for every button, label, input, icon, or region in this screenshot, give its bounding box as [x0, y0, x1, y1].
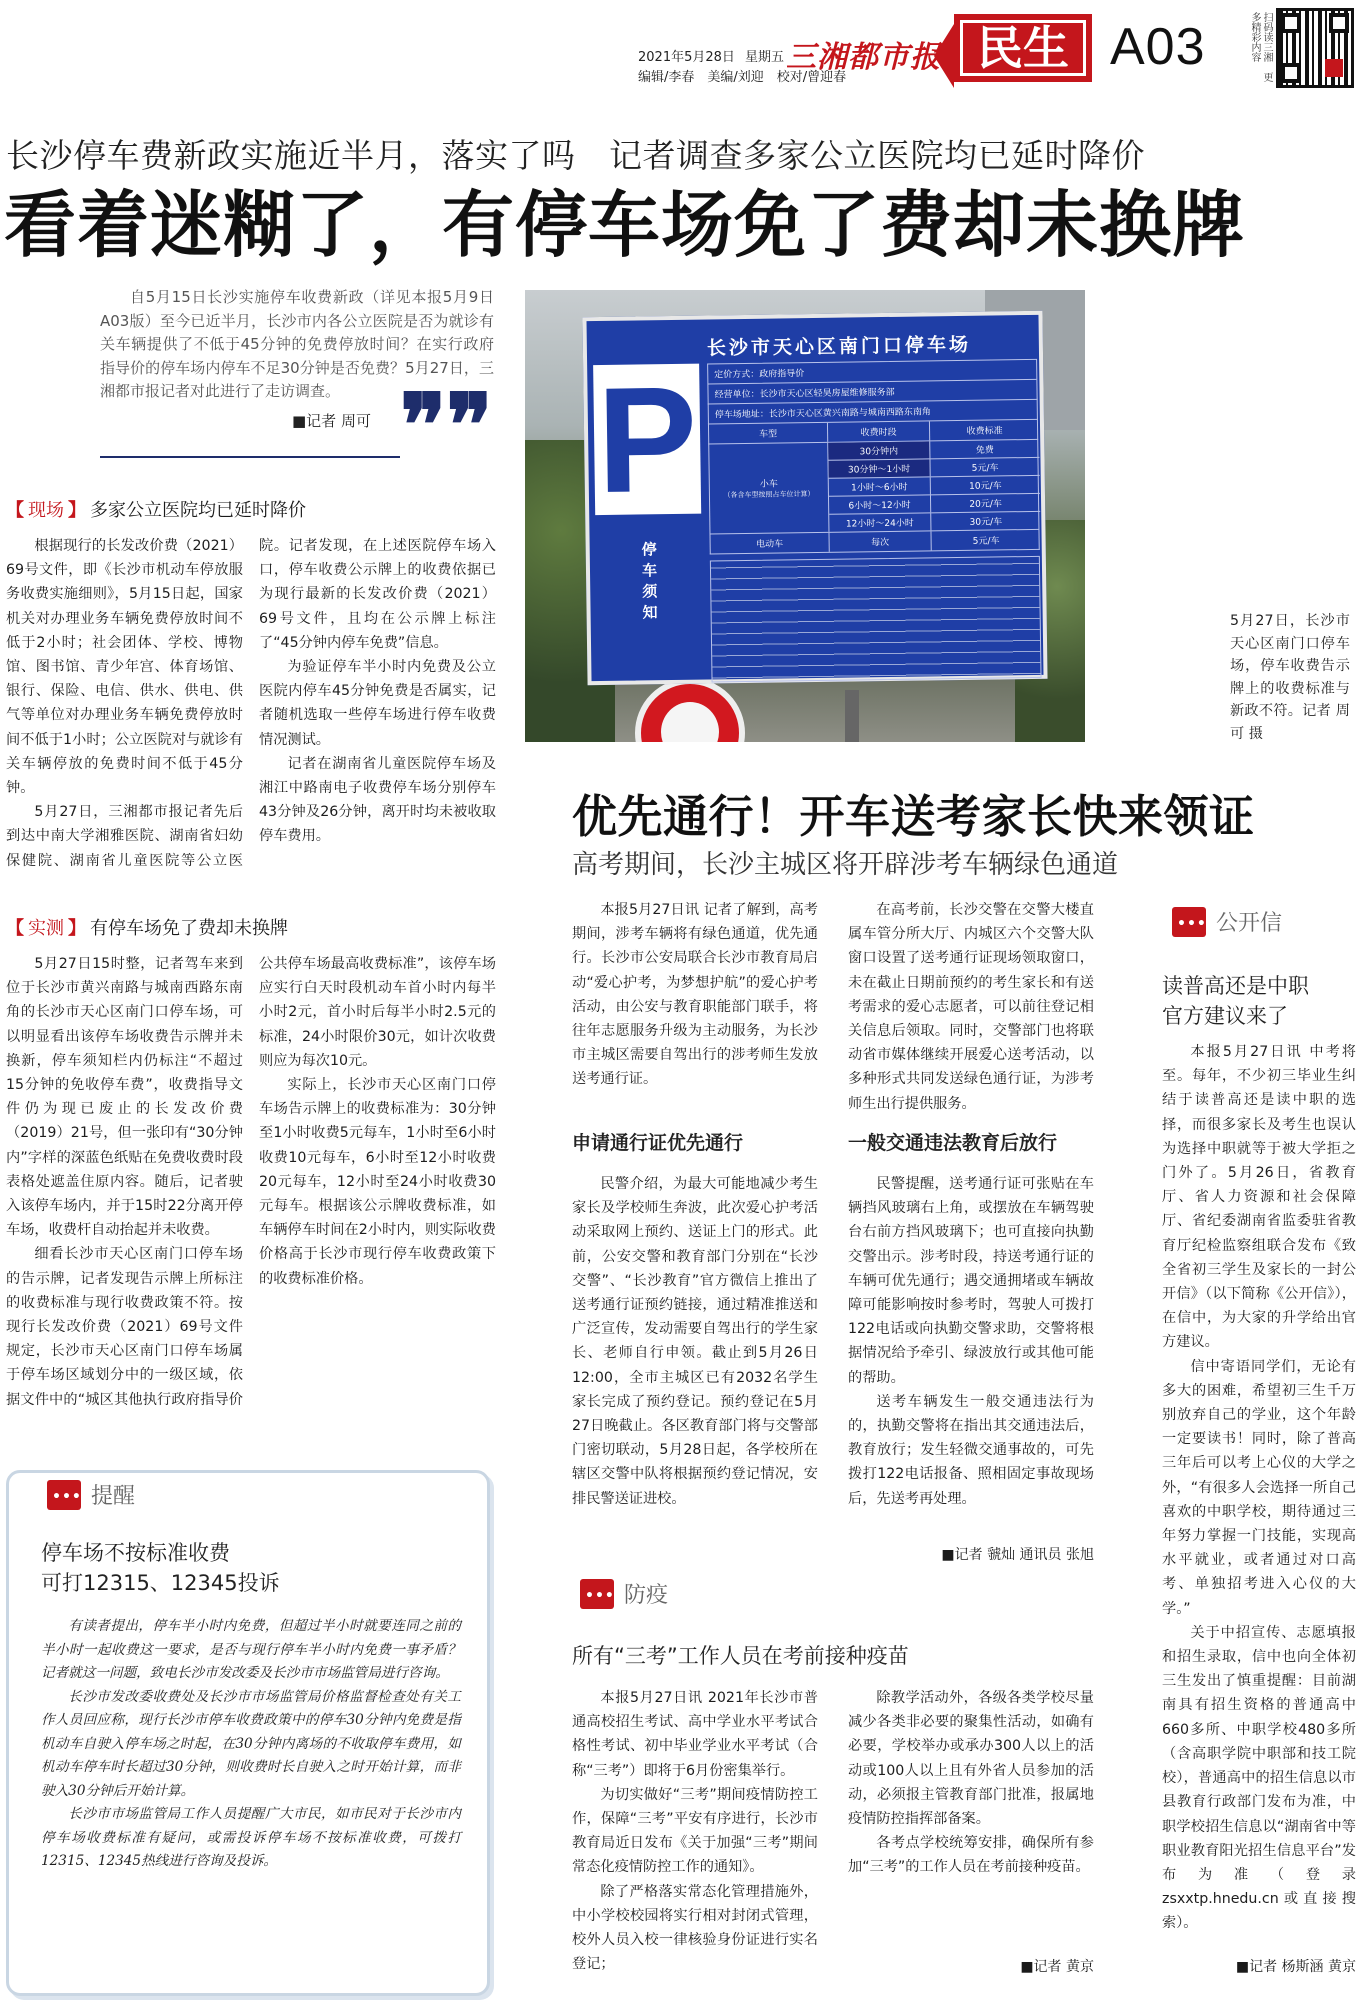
lead-headline: 看着迷糊了，有停车场免了费却未换牌	[4, 183, 1246, 267]
reminder-title-1: 停车场不按标准收费	[41, 1541, 230, 1565]
lead-kicker: 长沙停车费新政实施近半月，落实了吗 记者调查多家公立医院均已延时降价	[6, 136, 1145, 175]
sign-row: 停车场地址：长沙市天心区黄兴南路与城南西路东南角	[708, 400, 1038, 425]
letter-para: 信中寄语同学们，无论有多大的困难，希望初三生千万别放弃自己的学业，这个年龄一定要读书！同时，除了普高三年后可以考上心仪的大学之外，“有很多人会选择一所自己喜欢的中职学校，期待通过三年努力掌握一门技能，实现高水平就业，或者通过对口高考、单独招考进入心仪的大学。”	[1162, 1358, 1356, 1617]
letter-title-1: 读普高还是中职	[1162, 974, 1309, 998]
exam-byline: ■记者 虢灿 通讯员 张旭	[941, 1547, 1094, 1563]
exam-para: 本报5月27日讯 记者了解到，高考期间，涉考车辆将有绿色通道，优先通行。长沙市公安局联合长沙市教育局启动“爱心护考，为梦想护航”的爱心护考活动，由公安与教育职能部门联手，将往年志愿服务升级为主动服务，为长沙市主城区需要自驾出行的涉考师生发放送考通行证。	[572, 902, 818, 1088]
lead-intro-text: 自5月15日长沙实施停车收费新政（详见本报5月9日A03版）至今已近半月，长沙市内各公立医院是否为就诊有关车辆提供了不低于45分钟的免费停放时间？在实行政府指导价的停车场内停车不足30分钟是否免费？5月27日，三湘都市报记者对此进行了走访调查。	[100, 288, 494, 400]
intro-rule	[100, 456, 400, 458]
sec2-para: 实际上，长沙市天心区南门口停车场告示牌上的收费标准为：30分钟至1小时收费5元每车，1小时至6小时收费10元每车，6小时至12小时收费20元每车，12小时至24小时收费30元每车。根据该公示牌收费标准，如车辆停车时间在2小时内，则实际收费价格高于长沙市现行停车收费政策下的收费标准价格。	[259, 1077, 496, 1287]
exam-para: 民警介绍，为最大可能地减少考生家长及学校师生奔波，此次爱心护考活动采取网上预约、送证上门的形式。此前，公安交警和教育部门分别在“长沙交警”、“长沙教育”官方微信上推出了送考通行证预约链接，通过精准推送和广泛宣传，发动需要自驾出行的学生家长、老师自行申领。截止到5月26日12:00，全市主城区已有2032名学生家长完成了预约登记。预约登记在5月27日晚截止。各区教育部门将与交警部门密切联动，5月28日起，各学校所在辖区交警中队将根据预约登记情况，安排民警送证进校。	[572, 1176, 818, 1507]
exam-para: 送考车辆发生一般交通违法行为的，执勤交警将在指出其交通违法后，教育放行；发生轻微交通事故的，可先拨打122电话报备、照相固定事故现场后，先送考再处理。	[848, 1393, 1094, 1507]
sec2-body	[6, 952, 496, 1414]
sec2-para: 5月27日15时整，记者驾车来到位于长沙市黄兴南路与城南西路东南角的长沙市天心区南门口停车场，可以明显看出该停车场收费告示牌并未换新，停车须知栏内仍标注“不超过15分钟的免收停车费”，收费指导文件仍为现已废止的长发改价费（2019）21号，但一张印有“30分钟内”字样的深蓝色纸贴在免费收费时段表格处遮盖住原内容。随后，记者驶入该停车场内，并于15时22分离开停车场，收费杆自动抬起并未收费。	[6, 956, 243, 1239]
exam-para: 民警提醒，送考通行证可张贴在车辆挡风玻璃右上角，或摆放在车辆驾驶台右前方挡风玻璃下；也可直接向执勤交警出示。涉考时段，持送考通行证的车辆可优先通行；遇交通拥堵或车辆故障可能影响按时参考时，驾驶人可拨打122电话或向执勤交警求助，交警将根据情况给予牵引、绿波放行或其他可能的帮助。	[848, 1176, 1094, 1386]
epidemic-para: 各考点学校统筹安排，确保所有参加“三考”的工作人员在考前接种疫苗。	[848, 1835, 1094, 1876]
reminder-para: 有读者提出，停车半小时内免费，但超过半小时就要连同之前的半小时一起收费这一要求，是否与现行停车半小时内免费一事矛盾？记者就这一问题，致电长沙市发改委及长沙市市场监管局进行咨询。	[41, 1618, 461, 1681]
sign-period: 30分钟内	[828, 441, 929, 459]
sign-row: 定价方式：政府指导价	[707, 359, 1037, 385]
exam-sub2: 一般交通违法教育后放行	[848, 1132, 1058, 1154]
sec1-para: 根据现行的长发改价费（2021）69号文件，即《长沙市机动车停放服务收费实施细则》，5月15日起，国家机关对办理业务车辆免费停放时间不低于2小时；社会团体、学校、博物馆、图书馆、青少年宫、体育场馆、银行、保险、电信、供水、供电、供气等单位对办理业务车辆免费停放时间不低于1小时；公立医院对与就诊有关车辆停放的免费时间不低于45分钟。	[6, 538, 243, 797]
sec1-para: 5月27日，三湘都市报记者先后到达中南大学湘雅医院、湖南省妇幼保健院、湖南省儿童医院等公立医院。记者发现，在上述医院停车场入口，停车收费公示牌上的收费依据已为现行最新的长发改价费（2021）69号文件，且均在公示牌上标注了“45分钟内停车免费”信息。	[6, 538, 496, 869]
sign-price: 5元/车	[930, 457, 1039, 477]
reminder-label	[47, 1479, 135, 1510]
epidemic-col2	[848, 1686, 1094, 1880]
epidemic-tag: 防疫	[624, 1583, 669, 1608]
reminder-tag: 提醒	[91, 1484, 136, 1509]
qr-caption: 扫码读三湘 更多精彩内容	[1249, 12, 1272, 82]
reminder-body	[41, 1615, 461, 1874]
sign-table-head: 收费标准	[929, 420, 1039, 441]
dot-box-icon: •••	[580, 1579, 614, 1609]
sec1-label: 【 现场 】 多家公立医院均已延时降价	[6, 496, 306, 522]
sec1-body	[6, 534, 496, 874]
sign-period: 30分钟～1小时	[828, 458, 929, 477]
epidemic-byline: ■记者 黄京	[1020, 1959, 1094, 1975]
photo-caption: 5月27日，长沙市天心区南门口停车场，停车收费告示牌上的收费标准与新政不符。记者 周可 摄	[1230, 613, 1350, 742]
exam-sub1-body	[572, 1172, 818, 1511]
section-arrow-decoration	[934, 24, 954, 88]
letter-label	[1172, 906, 1282, 937]
letter-para: 关于中招宣传、志愿填报和招生录取，信中也向全体初三生发出了慎重提醒：目前湖南具有招生资格的普通高中660多所、中职学校480多所（含高职学院中职部和技工院校），普通高中的招生信息以市县教育行政部门发布为准，中职学校招生信息以“湖南省中等职业教育阳光招生信息平台”发布为准（登录zsxxtp.hnedu.cn或直接搜索）。	[1162, 1624, 1356, 1932]
exam-body-col2	[848, 898, 1094, 1116]
letter-byline: ■记者 杨斯涵 黄京	[1235, 1959, 1356, 1975]
epidemic-para: 除教学活动外，各级各类学校尽量减少各类非必要的聚集性活动，如确有必要，学校举办或承办300人以上的活动或100人以上且有外省人员参加的活动，必须报主管教育部门批准，报属地疫情防控指挥部备案。	[848, 1690, 1094, 1828]
sign-period: 6小时～12小时	[829, 494, 930, 513]
sign-price: 免费	[975, 445, 994, 456]
reminder-para: 长沙市市场监管局工作人员提醒广大市民，如市民对于长沙市内停车场收费标准有疑问，或需投诉停车场不按标准收费，可拨打12315、12345热线进行咨询及投诉。	[41, 1806, 461, 1869]
sign-row: 经营单位：长沙市天心区轻昊房屋维修服务部	[707, 380, 1037, 405]
sec1-para: 记者在湖南省儿童医院停车场及湘江中路南电子收费停车场分别停车43分钟及26分钟，离开时均未被收取停车费用。	[259, 755, 496, 845]
page-number: A03	[1110, 18, 1206, 76]
reminder-title-2: 可打12315、12345投诉	[41, 1571, 280, 1595]
quote-mark-icon: ❞❞	[400, 378, 493, 474]
epidemic-label	[580, 1578, 668, 1609]
sign-board	[582, 311, 1047, 685]
letter-tag: 公开信	[1216, 911, 1283, 936]
sign-notice-label: 停车须知	[639, 541, 659, 626]
sign-price: 30元/车	[931, 511, 1040, 531]
sec2-para: 细看长沙市天心区南门口停车场的告示牌，记者发现告示牌上所标注的收费标准与现行收费政策不符。按现行长发改价费（2021）69号文件规定，长沙市天心区南门口停车场属于停车场区域划分中的一级区域，依据文件中的“城区其他执行政府指导价公共停车场最高收费标准”，该停车场应实行白天时段机动车首小时内每半小时2元，首小时后每半小时2.5元的标准，24小时限价30元，如计次收费则应为每次10元。	[6, 956, 496, 1408]
sign-p-letter: P	[595, 354, 699, 525]
dot-box-icon: •••	[1172, 907, 1206, 937]
exam-headline: 优先通行！开车送考家长快来领证	[572, 790, 1255, 843]
sign-ev-price: 5元/车	[930, 530, 1040, 551]
paper-name-logo: 三湘都市报	[786, 40, 941, 75]
exam-sub2-body	[848, 1172, 1094, 1511]
issue-date-line	[638, 46, 784, 65]
sec1-tag: 现场	[28, 500, 64, 521]
letter-para: 本报5月27日讯 中考将至。每年，不少初三毕业生纠结于读普高还是读中职的选择，而很多家长及考生也误认为选择中职就等于被大学拒之门外了。5月26日，省教育厅、省人力资源和社会保障厅、省纪委湖南省监委驻省教育厅纪检监察组联合发布《致全省初三学生及家长的一封公开信》（以下简称《公开信》），在信中，为大家的升学给出官方建议。	[1162, 1044, 1356, 1351]
sign-title: 长沙市天心区南门口停车场	[706, 333, 972, 360]
sec2-title: 有停车场免了费却未换牌	[90, 918, 288, 939]
dot-box-icon: •••	[47, 1480, 81, 1510]
issue-weekday: 星期五	[745, 50, 785, 65]
photo-parking-sign	[525, 290, 1085, 742]
sign-notice-lines	[710, 556, 1042, 683]
issue-date: 2021年5月28日	[638, 50, 735, 65]
exam-para: 在高考前，长沙交警在交警大楼直属车管分所大厅、内城区六个交警大队窗口设置了送考通行证现场领取窗口，未在截止日期前预约的考生家长和有送考需求的爱心志愿者，可以前往登记相关信息后领取。同时，交警部门也将联动省市媒体继续开展爱心送考活动，以多种形式共同发送绿色通行证，为涉考师生出行提供服务。	[848, 902, 1094, 1112]
exam-subheadline: 高考期间，长沙主城区将开辟涉考车辆绿色通道	[572, 850, 1119, 880]
letter-body	[1162, 1040, 1356, 1936]
sign-table-head: 收费时段	[827, 421, 929, 441]
sec1-title: 多家公立医院均已延时降价	[90, 500, 306, 521]
masthead	[0, 0, 1364, 96]
sec2-tag: 实测	[28, 918, 64, 939]
sign-vehicle: 小车	[759, 479, 778, 490]
reminder-para: 长沙市发改委收费处及长沙市市场监管局价格监督检查处有关工作人员回应称，现行长沙市停车收费政策中的停车30分钟内免费是指机动车自驶入停车场之时起，在30分钟内离场的不收取停车费用，如机动车停车时长超过30分钟，则收费时长自驶入之时开始计算，而非驶入30分钟后开始计算。	[41, 1688, 461, 1799]
sign-ev-label: 电动车	[756, 539, 784, 550]
sign-table-head: 车型	[759, 429, 778, 440]
lead-intro-byline: ■记者 周可	[292, 412, 371, 430]
section-box	[954, 14, 1092, 82]
sign-period: 1小时～6小时	[829, 476, 930, 495]
sign-period: 12小时～24小时	[829, 512, 930, 531]
letter-title-2: 官方建议来了	[1162, 1004, 1288, 1028]
section-name: 民生	[977, 21, 1069, 75]
epidemic-para: 除了严格落实常态化管理措施外，中小学校校园将实行相对封闭式管理，校外人员入校一律核验身份证进行实名登记；	[572, 1883, 818, 1973]
epidemic-title: 所有“三考”工作人员在考前接种疫苗	[572, 1644, 909, 1668]
sign-price: 20元/车	[931, 493, 1040, 513]
epidemic-para: 为切实做好“三考”期间疫情防控工作，保障“三考”平安有序进行，长沙市教育局近日发布《关于加强“三考”期间常态化疫情防控工作的通知》。	[572, 1786, 818, 1876]
sec1-para: 为验证停车半小时内免费及公立医院内停车45分钟免费是否属实，记者随机选取一些停车场进行停车收费情况测试。	[259, 659, 496, 748]
editors-line: 编辑/李春 美编/刘迎 校对/曾迎春	[638, 70, 847, 85]
exam-body-col1	[572, 898, 818, 1092]
sign-ev-period: 每次	[828, 531, 930, 551]
qr-code-icon[interactable]	[1276, 8, 1354, 88]
exam-sub1: 申请通行证优先通行	[572, 1132, 744, 1154]
sec2-label: 【 实测 】 有停车场免了费却未换牌	[6, 914, 288, 940]
reminder-box	[6, 1470, 490, 1996]
epidemic-para: 本报5月27日讯 2021年长沙市普通高校招生考试、高中学业水平考试合格性考试、初中毕业学业水平考试（合称“三考”）即将于6月份密集举行。	[572, 1690, 818, 1779]
epidemic-col1	[572, 1686, 818, 1976]
sign-price: 10元/车	[931, 475, 1040, 495]
sign-vehicle-note: （各含车型按照占车位计算）	[723, 490, 815, 500]
